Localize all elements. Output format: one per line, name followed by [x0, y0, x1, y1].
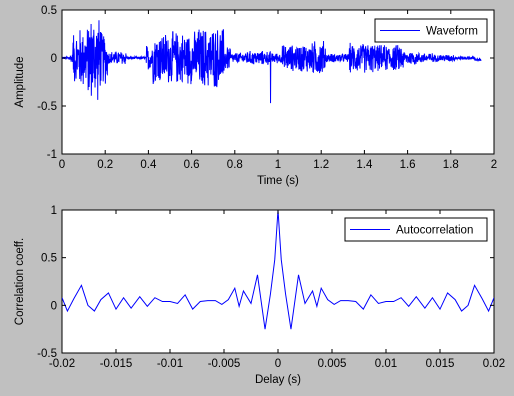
x-tick-label: 1.2 [313, 159, 330, 171]
autocorrelation-legend-label: Autocorrelation [396, 224, 474, 237]
x-tick-label: 0.6 [183, 159, 200, 171]
x-tick-label: 2 [490, 159, 498, 171]
y-tick-label: 0.5 [41, 5, 57, 17]
y-tick-label: -1 [46, 149, 57, 161]
x-tick-label: -0.015 [99, 358, 133, 370]
x-tick-label: 0 [274, 358, 282, 370]
x-tick-label: 0.01 [374, 358, 398, 370]
y-tick-label: 1 [50, 205, 57, 217]
x-tick-label: 1.8 [442, 159, 459, 171]
waveform-axes [14, 5, 497, 187]
x-tick-label: 0.015 [425, 358, 455, 370]
x-tick-label: 0 [58, 159, 66, 171]
autocorrelation-legend [345, 218, 487, 241]
x-tick-label: 1.6 [399, 159, 416, 171]
x-tick-label: 0.8 [226, 159, 243, 171]
autocorrelation-axes [14, 205, 505, 386]
waveform-y-axis-label: Amplitude [14, 56, 26, 108]
x-tick-label: -0.01 [156, 358, 184, 370]
y-tick-label: 0 [50, 53, 57, 65]
x-tick-label: 0.02 [482, 358, 506, 370]
x-tick-label: 1 [274, 159, 282, 171]
y-tick-label: -0.5 [37, 101, 57, 113]
x-tick-label: -0.005 [207, 358, 241, 370]
x-tick-label: 1.4 [356, 159, 373, 171]
waveform-legend [375, 19, 487, 42]
x-tick-label: 0.2 [97, 159, 114, 171]
waveform-x-axis-label: Time (s) [257, 175, 299, 187]
x-tick-label: -0.02 [48, 358, 76, 370]
waveform-legend-label: Waveform [426, 25, 478, 38]
y-tick-label: -0.5 [37, 348, 57, 360]
y-tick-label: 0.5 [41, 252, 57, 265]
y-tick-label: 0 [50, 300, 57, 313]
autocorrelation-x-axis-label: Delay (s) [254, 374, 302, 386]
x-tick-label: 0.4 [140, 159, 157, 171]
x-tick-label: 0.005 [317, 358, 347, 370]
autocorrelation-y-axis-label: Correlation coeff. [14, 237, 26, 326]
